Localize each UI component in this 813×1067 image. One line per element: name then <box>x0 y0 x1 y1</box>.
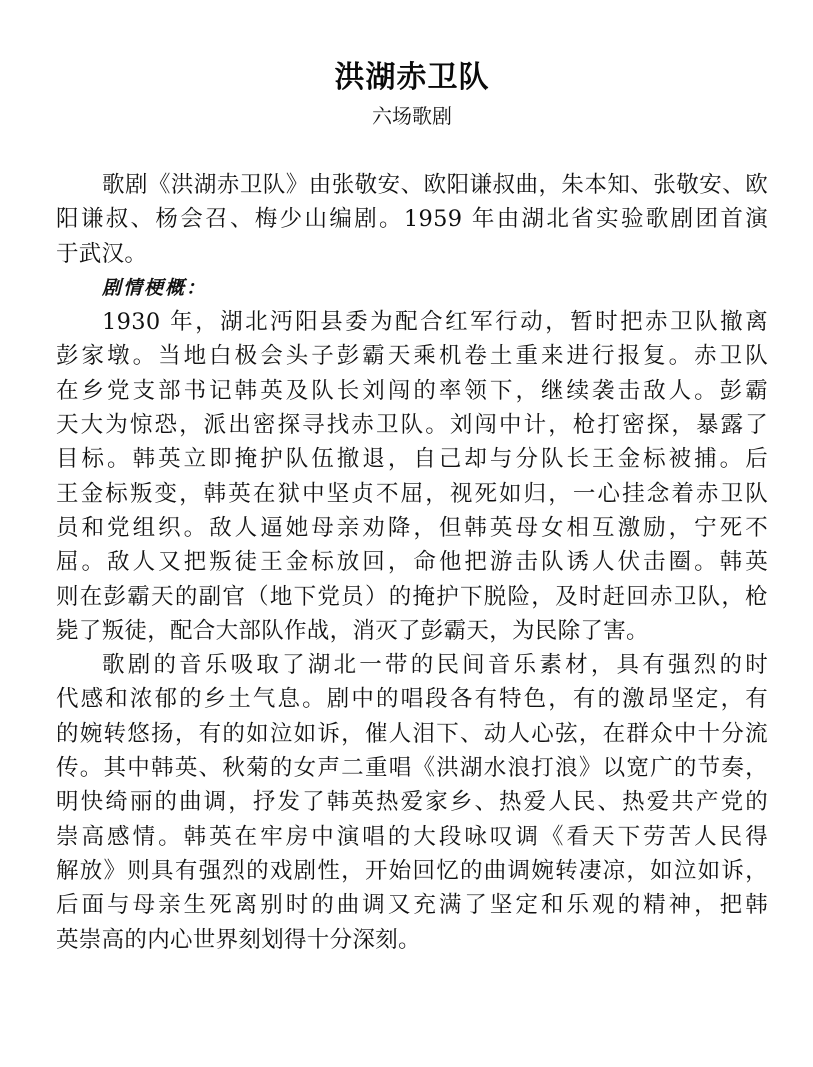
text-line: 明快绮丽的曲调，抒发了韩英热爱家乡、热爱人民、热爱共产党的 <box>56 789 768 816</box>
text-line: 在乡党支部书记韩英及队长刘闯的率领下，继续袭击敌人。彭霸 <box>56 377 768 404</box>
text-line: 天大为惊恐，派出密探寻找赤卫队。刘闯中计，枪打密探，暴露了 <box>56 412 768 439</box>
section-heading: 剧情梗概： <box>102 276 208 299</box>
document-subtitle: 六场歌剧 <box>372 104 452 128</box>
text-line: 歌剧《洪湖赤卫队》由张敬安、欧阳谦叔曲，朱本知、张敬安、欧 <box>102 172 768 198</box>
text-line: 1930 年，湖北沔阳县委为配合红军行动，暂时把赤卫队撤离 <box>102 309 768 336</box>
text-line: 则在彭霸天的副官（地下党员）的掩护下脱险，及时赶回赤卫队，枪 <box>56 583 768 610</box>
text-line: 英崇高的内心世界刻划得十分深刻。 <box>56 926 421 953</box>
text-line: 毙了叛徒，配合大部队作战，消灭了彭霸天，为民除了害。 <box>56 617 649 644</box>
text-line: 的婉转悠扬，有的如泣如诉，催人泪下、动人心弦，在群众中十分流 <box>56 720 768 747</box>
text-line: 传。其中韩英、秋菊的女声二重唱《洪湖水浪打浪》以宽广的节奏， <box>56 755 768 782</box>
paragraph-music <box>56 648 768 957</box>
document-title: 洪湖赤卫队 <box>334 60 490 95</box>
text-line: 员和党组织。敌人逼她母亲劝降，但韩英母女相互激励，宁死不 <box>56 514 768 541</box>
text-line: 屈。敌人又把叛徒王金标放回，命他把游击队诱人伏击圈。韩英 <box>56 549 768 576</box>
text-line: 后面与母亲生死离别时的曲调又充满了坚定和乐观的精神，把韩 <box>56 892 768 919</box>
text-line: 解放》则具有强烈的戏剧性，开始回忆的曲调婉转凄凉，如泣如诉， <box>56 857 768 884</box>
paragraph-synopsis-heading <box>56 271 768 305</box>
text-line: 彭家墩。当地白极会头子彭霸天乘机卷土重来进行报复。赤卫队 <box>56 343 768 370</box>
text-line: 目标。韩英立即掩护队伍撤退，自己却与分队长王金标被捕。后 <box>56 446 768 473</box>
text-line: 阳谦叔、杨会召、梅少山编剧。1959 年由湖北省实验歌剧团首演 <box>56 206 768 233</box>
text-line: 歌剧的音乐吸取了湖北一带的民间音乐素材，具有强烈的时 <box>102 652 768 679</box>
paragraph-synopsis <box>56 305 768 648</box>
text-line: 于武汉。 <box>56 240 148 267</box>
text-line: 崇高感情。韩英在牢房中演唱的大段咏叹调《看天下劳苦人民得 <box>56 823 768 850</box>
paragraph-intro <box>56 168 768 271</box>
document-body <box>56 168 768 957</box>
text-line: 王金标叛变，韩英在狱中坚贞不屈，视死如归，一心挂念着赤卫队 <box>56 480 768 507</box>
text-line: 代感和浓郁的乡土气息。剧中的唱段各有特色，有的激昂坚定，有 <box>56 686 768 713</box>
